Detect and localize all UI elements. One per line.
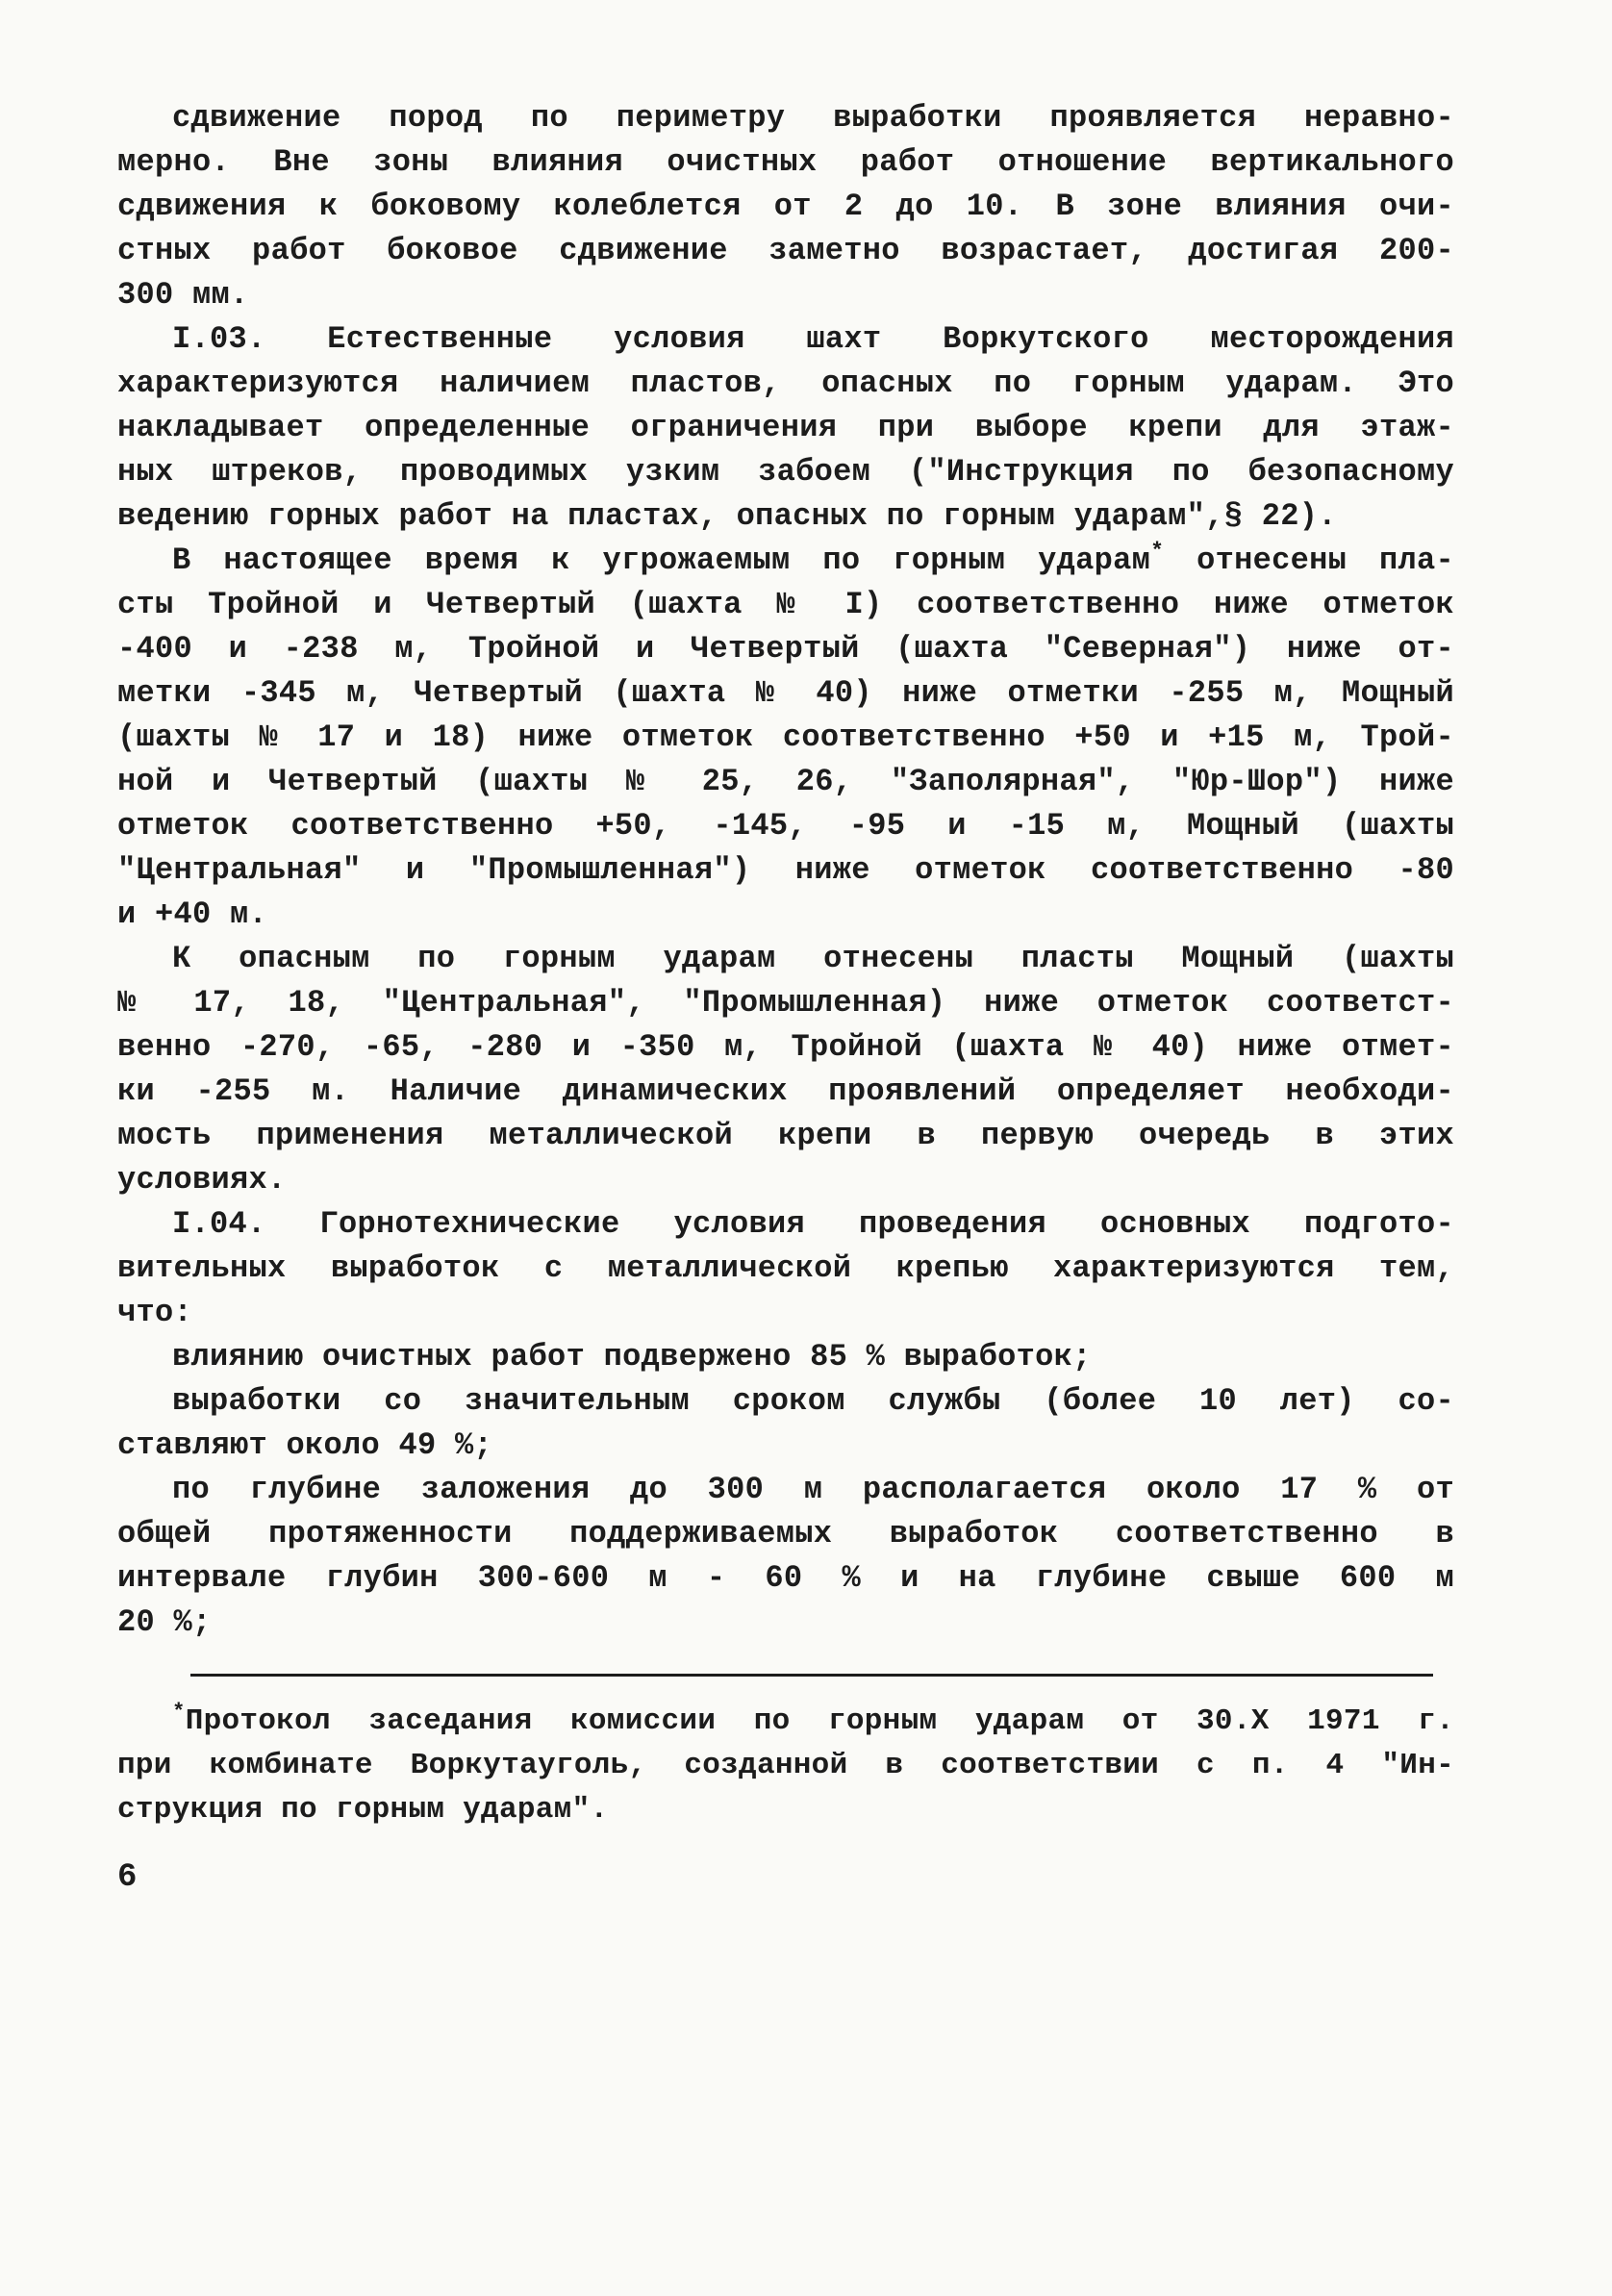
body-text (117, 96, 1454, 1645)
text-line: В настоящее время к угрожаемым по горным ударам* отнесены пла- (172, 539, 1454, 578)
footnote-separator (190, 1674, 1433, 1677)
text-line: отметок соответственно +50, -145, -95 и -15 м, Мощный (шахты (117, 808, 1454, 844)
text-line: по глубине заложения до 300 м располагается около 17 % от (172, 1472, 1454, 1507)
paragraph (117, 1202, 1454, 1335)
text-line: венно -270, -65, -280 и -350 м, Тройной (шахта № 40) ниже отмет- (117, 1029, 1454, 1065)
footnote (117, 1700, 1454, 1832)
text-line: что: (117, 1295, 193, 1330)
text-line: стных работ боковое сдвижение заметно возрастает, достигая 200- (117, 233, 1454, 268)
text-line: выработки со значительным сроком службы (более 10 лет) со- (172, 1383, 1454, 1419)
paragraph (117, 317, 1454, 539)
text-line: ставляют около 49 %; (117, 1427, 493, 1463)
text-line: ных штреков, проводимых узким забоем ("Инструкция по безопасному (117, 454, 1454, 490)
text-line: ведению горных работ на пластах, опасных по горным ударам",§ 22). (117, 498, 1337, 534)
text-line: мость применения металлической крепи в первую очередь в этих (117, 1118, 1454, 1153)
text-line: при комбинате Воркутауголь, созданной в соответствии с п. 4 "Ин- (117, 1749, 1454, 1782)
text-line: условиях. (117, 1162, 287, 1198)
paragraph (117, 1335, 1454, 1379)
text-line: струкция по горным ударам". (117, 1793, 609, 1827)
text-line: I.04. Горнотехнические условия проведения основных подгото- (172, 1206, 1454, 1242)
text-line: "Центральная" и "Промышленная") ниже отметок соответственно -80 (117, 852, 1454, 888)
text-line: *Протокол заседания комиссии по горным ударам от 30.X 1971 г. (172, 1699, 1454, 1738)
text-line: вительных выработок с металлической крепью характеризуются тем, (117, 1250, 1454, 1286)
paragraph (117, 539, 1454, 937)
text-line: характеризуются наличием пластов, опасных по горным ударам. Это (117, 366, 1454, 401)
text-line: -400 и -238 м, Тройной и Четвертый (шахта "Северная") ниже от- (117, 631, 1454, 667)
text-line: мерно. Вне зоны влияния очистных работ отношение вертикального (117, 144, 1454, 180)
footnote-marker-asterisk: * (1150, 539, 1165, 565)
text-line: ной и Четвертый (шахты № 25, 26, "Заполярная", "Юр-Шор") ниже (117, 764, 1454, 799)
text-line: № 17, 18, "Центральная", "Промышленная) ниже отметок соответст- (117, 985, 1454, 1021)
text-line: (шахты № 17 и 18) ниже отметок соответственно +50 и +15 м, Трой- (117, 719, 1454, 755)
text-line: К опасным по горным ударам отнесены пласты Мощный (шахты (172, 941, 1454, 976)
text-line: сдвижение пород по периметру выработки проявляется неравно- (172, 100, 1454, 136)
text-line: сдвижения к боковому колеблется от 2 до 10. В зоне влияния очи- (117, 189, 1454, 224)
text-line: ки -255 м. Наличие динамических проявлений определяет необходи- (117, 1073, 1454, 1109)
paragraph (117, 937, 1454, 1202)
paragraph (117, 96, 1454, 317)
text-line: накладывает определенные ограничения при выборе крепи для этаж- (117, 410, 1454, 445)
text-line: 20 %; (117, 1604, 212, 1640)
text-line: I.03. Естественные условия шахт Воркутского месторождения (172, 321, 1454, 357)
text-line: влиянию очистных работ подвержено 85 % выработок; (172, 1339, 1092, 1375)
page-number: 6 (117, 1859, 138, 1896)
text-line: метки -345 м, Четвертый (шахта № 40) ниже отметки -255 м, Мощный (117, 675, 1454, 711)
paragraph (117, 1379, 1454, 1468)
text-line: общей протяженности поддерживаемых выработок соответственно в (117, 1516, 1454, 1552)
paragraph (117, 1468, 1454, 1645)
footnote-marker-asterisk: * (172, 1699, 186, 1725)
text-line: интервале глубин 300-600 м - 60 % и на глубине свыше 600 м (117, 1560, 1454, 1596)
text-line: 300 мм. (117, 277, 249, 313)
text-line: сты Тройной и Четвертый (шахта № I) соответственно ниже отметок (117, 587, 1454, 622)
text-line: и +40 м. (117, 896, 268, 932)
